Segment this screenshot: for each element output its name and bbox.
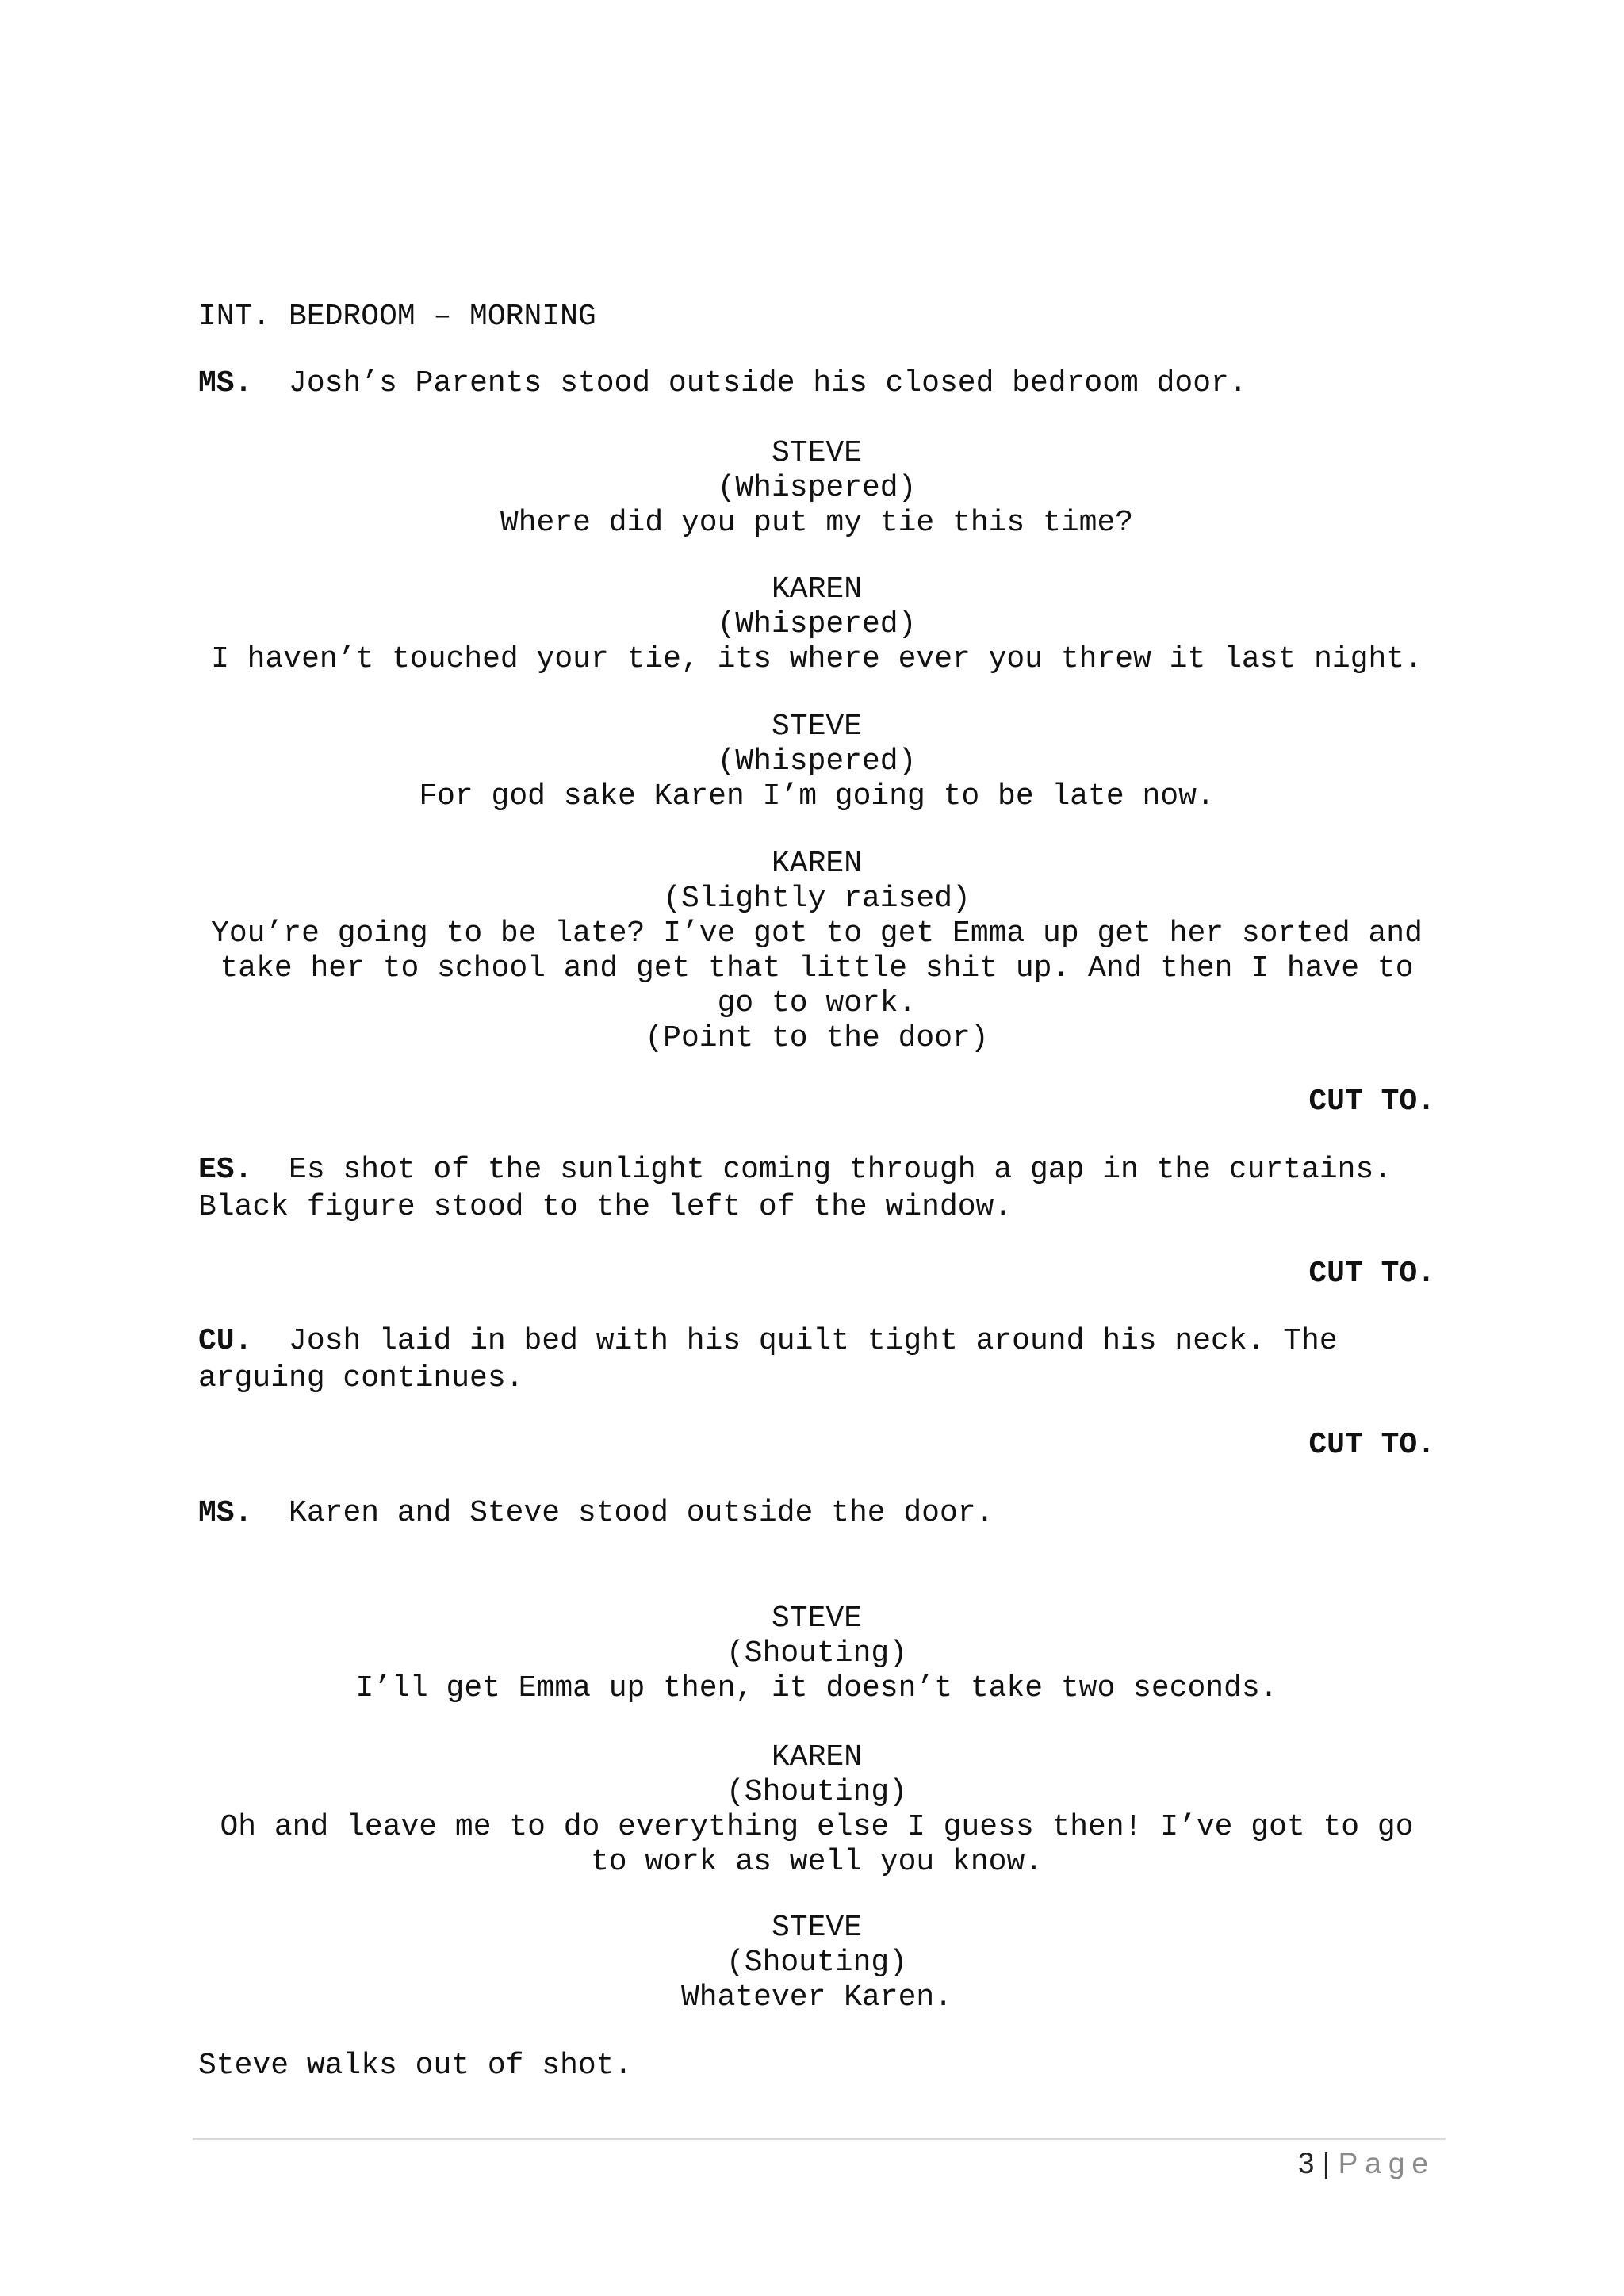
footer-divider (193, 2138, 1446, 2140)
shot-type: ES. (198, 1153, 253, 1187)
dialogue-block (198, 710, 1435, 814)
parenthetical: (Point to the door) (645, 1021, 989, 1055)
dialogue-line: take her to school and get that little shit up. And then I have to (220, 951, 1414, 985)
action-text: Josh’s Parents stood outside his closed bedroom door. (289, 366, 1247, 400)
action-block (198, 1322, 1435, 1397)
dialogue-line: You’re going to be late? I’ve got to get Emma up get her sorted and (211, 916, 1423, 951)
dialogue-line: go to work. (717, 986, 917, 1020)
parenthetical: (Whispered) (717, 471, 917, 505)
dialogue-block (198, 1911, 1435, 2015)
page-number: 3 (1297, 2147, 1315, 2179)
dialogue-line: Whatever Karen. (680, 1980, 953, 2015)
shot-type: MS. (198, 366, 253, 400)
character-name: KAREN (771, 1740, 863, 1774)
character-name: STEVE (771, 710, 863, 744)
character-name: STEVE (771, 436, 863, 470)
parenthetical: (Shouting) (726, 1946, 908, 1980)
scene-heading: INT. BEDROOM – MORNING (198, 300, 596, 334)
dialogue-block (198, 436, 1435, 541)
parenthetical: (Shouting) (726, 1636, 908, 1670)
page-footer (1189, 2147, 1435, 2180)
page-label: Page (1338, 2147, 1435, 2179)
action-block (198, 365, 1435, 402)
character-name: KAREN (771, 847, 863, 881)
action-block (198, 2047, 1435, 2084)
dialogue-line: For god sake Karen I’m going to be late now. (419, 779, 1215, 813)
transition: CUT TO. (1308, 1085, 1435, 1119)
shot-type: CU. (198, 1324, 253, 1358)
dialogue-block (198, 1601, 1435, 1706)
action-block (198, 1494, 1435, 1532)
action-block (198, 1151, 1435, 1226)
character-name: STEVE (771, 1911, 863, 1945)
shot-type: MS. (198, 1496, 253, 1530)
character-name: STEVE (771, 1601, 863, 1636)
action-text: Black figure stood to the left of the window. (198, 1190, 1013, 1224)
action-text: Steve walks out of shot. (198, 2049, 633, 2083)
parenthetical: (Whispered) (717, 744, 917, 779)
dialogue-block (198, 572, 1435, 677)
parenthetical: (Shouting) (726, 1775, 908, 1809)
action-text: Karen and Steve stood outside the door. (289, 1496, 994, 1530)
parenthetical: (Slightly raised) (663, 882, 971, 916)
transition: CUT TO. (1308, 1428, 1435, 1462)
action-text: arguing continues. (198, 1361, 524, 1395)
dialogue-line: Oh and leave me to do everything else I guess then! I’ve got to go (220, 1810, 1414, 1844)
footer-separator: | (1322, 2147, 1331, 2179)
parenthetical: (Whispered) (717, 607, 917, 641)
transition: CUT TO. (1308, 1257, 1435, 1291)
dialogue-line: I’ll get Emma up then, it doesn’t take two seconds. (355, 1671, 1278, 1705)
dialogue-block (198, 847, 1435, 1056)
character-name: KAREN (771, 572, 863, 607)
dialogue-line: I haven’t touched your tie, its where ever you threw it last night. (211, 642, 1423, 676)
dialogue-line: to work as well you know. (590, 1845, 1044, 1879)
action-text: Es shot of the sunlight coming through a gap in the curtains. (289, 1153, 1392, 1187)
action-text: Josh laid in bed with his quilt tight around his neck. The (289, 1324, 1338, 1358)
dialogue-line: Where did you put my tie this time? (500, 506, 1134, 540)
dialogue-block (198, 1740, 1435, 1880)
